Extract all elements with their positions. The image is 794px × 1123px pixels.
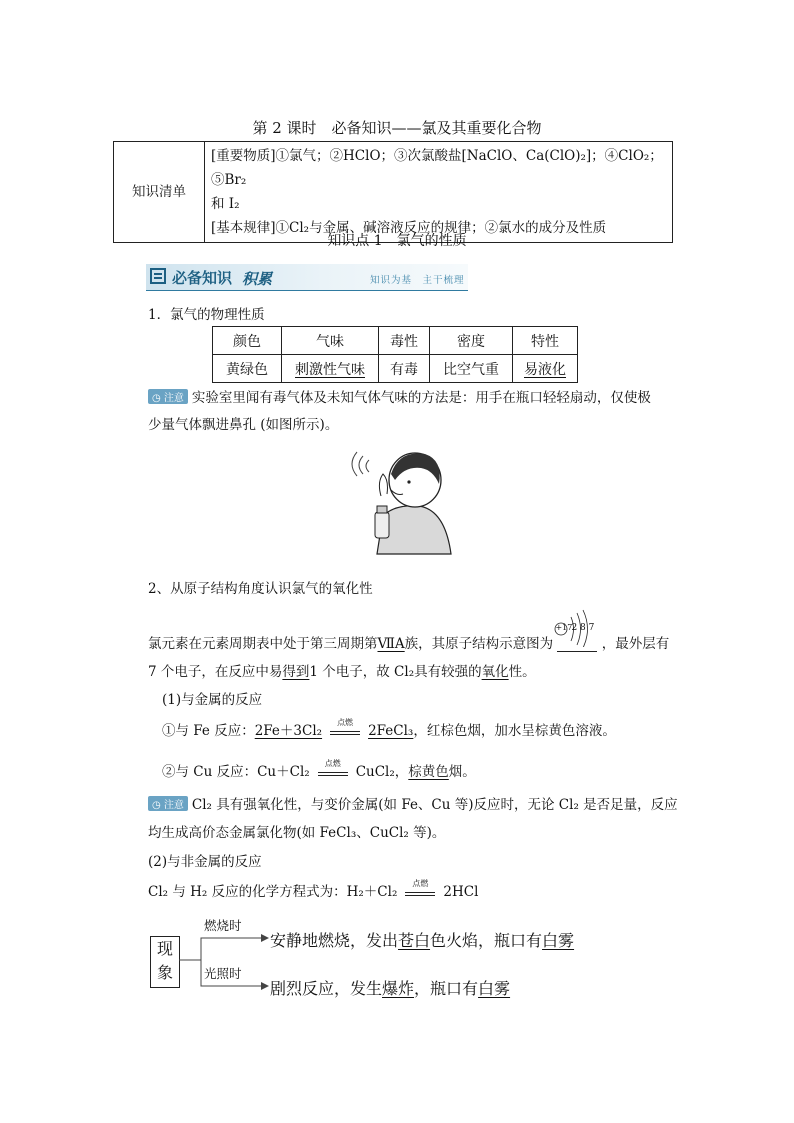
section-banner: [146, 264, 468, 291]
branch-label-light: 光照时: [204, 966, 242, 981]
subsection-1: 1．氯气的物理性质: [148, 307, 265, 323]
banner-sub: 知识为基 主干梳理: [370, 275, 465, 286]
prop-header: 毒性: [379, 327, 430, 355]
knowledge-content: [205, 142, 673, 243]
reaction-condition: 点燃: [326, 723, 364, 741]
paragraph-atom: 氯元素在元素周期表中处于第三周期第ⅦA族，其原子结构示意图为 +17 2 8 7 ，最外层有: [148, 632, 678, 652]
phenomenon-light: 剧烈反应，发生爆炸，瓶口有白雾: [270, 979, 511, 998]
knowledge-line-2: [基本规律]①Cl₂与金属、碱溶液反应的规律；②氯水的成分及性质: [211, 220, 607, 236]
property-table: [212, 326, 578, 383]
heading-metal: (1)与金属的反应: [162, 692, 263, 708]
prop-value: 易液化: [513, 355, 578, 383]
heading-nonmetal: (2)与非金属的反应: [148, 854, 262, 870]
knowledge-line-1: [重要物质]①氯气；②HClO；③次氯酸盐[NaClO、Ca(ClO)₂]；④ClO₂；⑤Br₂: [211, 148, 663, 188]
branch-label-burn: 燃烧时: [204, 918, 242, 933]
smelling-gas-illustration: [347, 446, 462, 559]
prop-value: 比空气重: [430, 355, 513, 383]
subsection-2: 2、从原子结构角度认识氯气的氧化性: [148, 581, 373, 597]
knowledge-header: 知识清单: [114, 142, 205, 243]
prop-value: 黄绿色: [213, 355, 282, 383]
reaction-condition: 点燃: [401, 884, 439, 902]
note-2-cont: 均生成高价态金属氯化物(如 FeCl₃、CuCl₂ 等)。: [148, 825, 446, 841]
prop-header: 密度: [430, 327, 513, 355]
prop-header: 特性: [513, 327, 578, 355]
prop-header: 颜色: [213, 327, 282, 355]
atom-structure-diagram: +17 2 8 7: [557, 635, 597, 652]
reaction-cu: ②与 Cu 反应：Cu＋Cl₂ 点燃 CuCl₂，棕黄色烟。: [162, 758, 476, 780]
prop-value: 有毒: [379, 355, 430, 383]
page-title: 第 2 课时 必备知识——氯及其重要化合物: [252, 119, 542, 137]
prop-header: 气味: [282, 327, 379, 355]
phenomenon-burn: 安静地燃烧，发出苍白色火焰，瓶口有白雾: [270, 931, 575, 950]
phenomenon-box: 现 象: [150, 936, 180, 988]
reaction-condition: 点燃: [314, 764, 352, 782]
banner-accent: 积累: [242, 270, 273, 288]
note-tag: ◷ 注意: [148, 389, 188, 404]
prop-value: 刺激性气味: [282, 355, 379, 383]
knowledge-line-1b: 和 I₂: [211, 196, 240, 212]
paragraph-atom-cont: 7 个电子，在反应中易得到1 个电子，故 Cl₂具有较强的氧化性。: [148, 664, 536, 680]
section-title: 知识点 1 氯气的性质: [327, 233, 467, 249]
book-icon: [150, 268, 166, 284]
note-1-cont: 少量气体飘进鼻孔 (如图所示)。: [148, 417, 339, 433]
note-1: ◷ 注意 实验室里闻有毒气体及未知气体气味的方法是：用手在瓶口轻轻扇动，仅使极: [148, 386, 651, 406]
knowledge-table: [113, 141, 673, 243]
note-2: ◷ 注意 Cl₂ 具有强氧化性，与变价金属(如 Fe、Cu 等)反应时，无论 Cl₂ 是否足量，反应: [148, 793, 678, 813]
reaction-fe: ①与 Fe 反应：2Fe＋3Cl₂ 点燃 2FeCl₃，红棕色烟，加水呈棕黄色溶液。: [162, 717, 616, 739]
phenomenon-diagram: [150, 912, 590, 998]
banner-main: 必备知识: [172, 269, 233, 287]
reaction-h2: Cl₂ 与 H₂ 反应的化学方程式为：H₂＋Cl₂ 点燃 2HCl: [148, 878, 479, 900]
note-tag: ◷ 注意: [148, 796, 188, 811]
